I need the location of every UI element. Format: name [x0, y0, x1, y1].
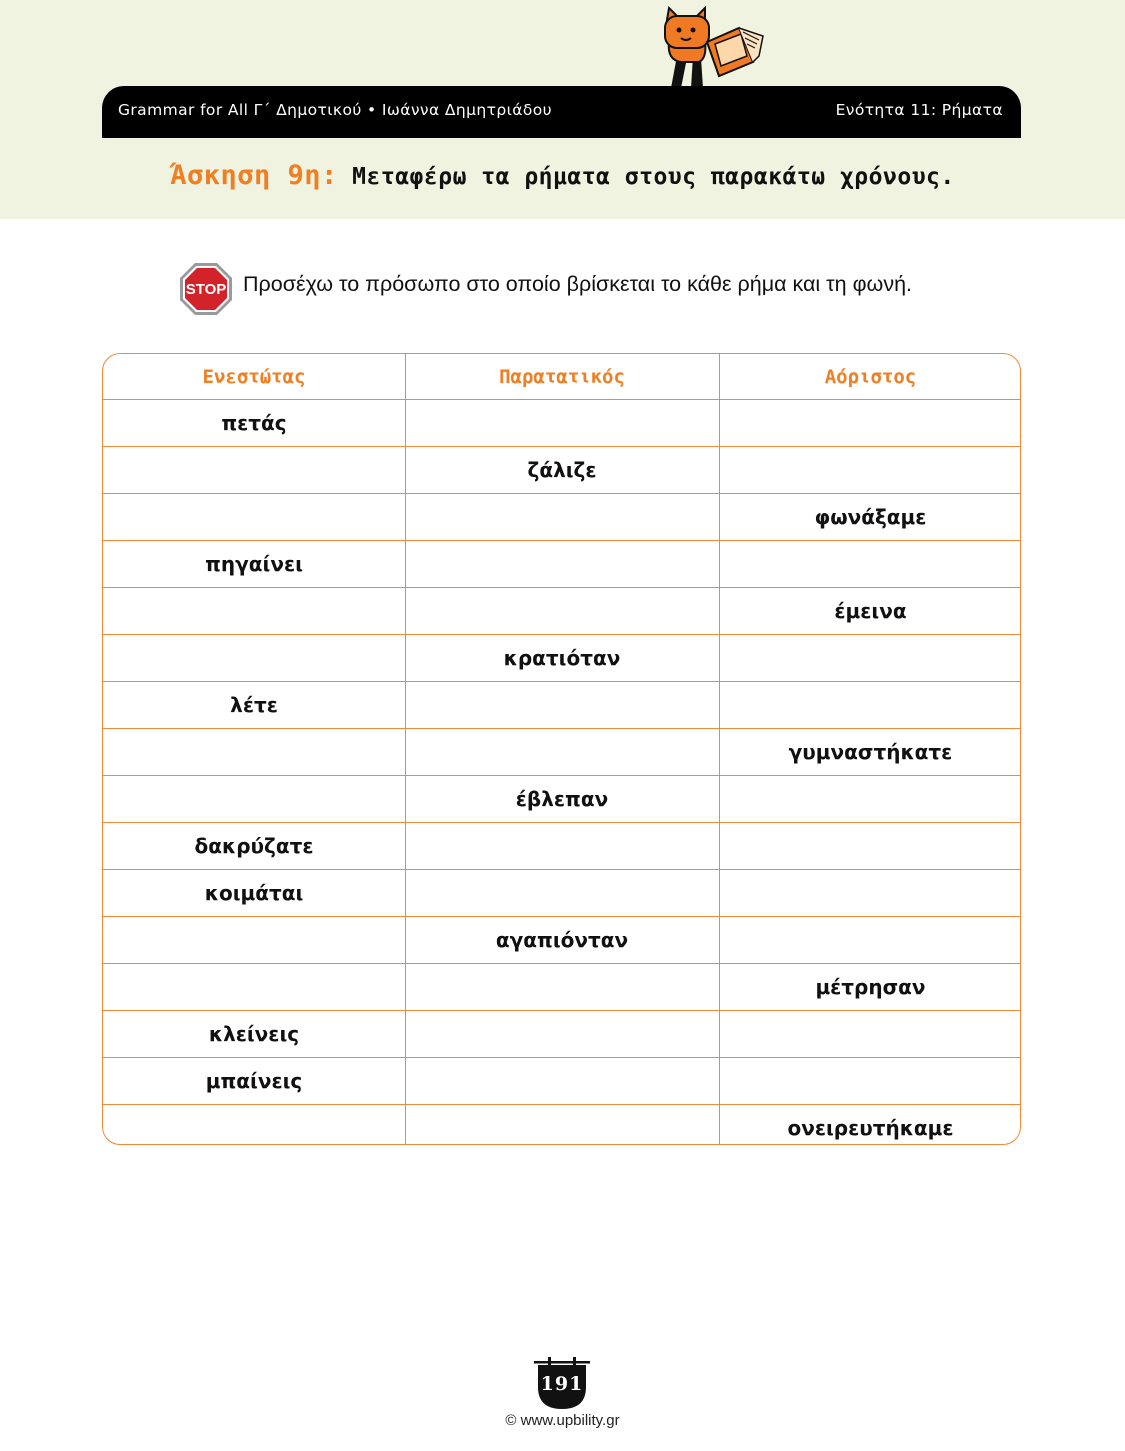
answer-cell-blank[interactable]: [719, 1057, 1021, 1104]
answer-cell-blank[interactable]: [103, 916, 405, 963]
exercise-label: Άσκηση 9η:: [170, 160, 338, 191]
answer-cell-blank[interactable]: [719, 399, 1021, 446]
answer-cell-blank[interactable]: [103, 446, 405, 493]
exercise-instruction: Μεταφέρω τα ρήματα στους παρακάτω χρόνους.: [352, 164, 955, 190]
verb-cell: κοιμάται: [204, 880, 304, 905]
answer-cell-blank[interactable]: [719, 446, 1021, 493]
verb-cell: φωνάξαμε: [814, 504, 927, 529]
answer-cell-blank[interactable]: [405, 728, 719, 775]
answer-cell-blank[interactable]: [719, 634, 1021, 681]
column-header: Αόριστος: [824, 365, 917, 388]
fox-mascot-reading-book-illustration: [655, 6, 770, 90]
verb-cell: έμεινα: [834, 598, 907, 623]
answer-cell-blank[interactable]: [405, 869, 719, 916]
header-bar: [102, 86, 1021, 138]
instruction-text: Προσέχω το πρόσωπο στο οποίο βρίσκεται το κάθε ρήμα και τη φωνή.: [243, 272, 912, 296]
verb-cell: ζάλιζε: [527, 457, 597, 482]
verb-tense-table: [102, 353, 1021, 1145]
verb-cell: γυμναστήκατε: [788, 739, 953, 764]
verb-cell: κλείνεις: [208, 1021, 300, 1046]
answer-cell-blank[interactable]: [719, 822, 1021, 869]
answer-cell-blank[interactable]: [719, 869, 1021, 916]
verb-cell: ονειρευτήκαμε: [787, 1115, 954, 1140]
stop-sign-icon: [178, 261, 234, 317]
answer-cell-blank[interactable]: [103, 587, 405, 634]
answer-cell-blank[interactable]: [103, 963, 405, 1010]
answer-cell-blank[interactable]: [405, 493, 719, 540]
stop-sign-text: STOP: [185, 281, 227, 298]
answer-cell-blank[interactable]: [405, 587, 719, 634]
answer-cell-blank[interactable]: [103, 493, 405, 540]
exercise-title: [0, 160, 1125, 191]
answer-cell-blank[interactable]: [405, 399, 719, 446]
page-number: 191: [540, 1373, 584, 1395]
answer-cell-blank[interactable]: [719, 681, 1021, 728]
column-header: Ενεστώτας: [202, 365, 306, 388]
answer-cell-blank[interactable]: [719, 916, 1021, 963]
answer-cell-blank[interactable]: [405, 1104, 719, 1145]
answer-cell-blank[interactable]: [103, 728, 405, 775]
answer-cell-blank[interactable]: [405, 1057, 719, 1104]
answer-cell-blank[interactable]: [719, 775, 1021, 822]
verb-cell: μπαίνεις: [205, 1068, 303, 1093]
answer-cell-blank[interactable]: [103, 775, 405, 822]
answer-cell-blank[interactable]: [719, 540, 1021, 587]
verb-cell: αγαπιόνταν: [495, 927, 629, 952]
book-title-author: Grammar for All Γ΄ Δημοτικού • Ιωάννα Δημητριάδου: [118, 101, 553, 119]
answer-cell-blank[interactable]: [405, 963, 719, 1010]
answer-cell-blank[interactable]: [719, 1010, 1021, 1057]
verb-cell: έβλεπαν: [515, 786, 609, 811]
answer-cell-blank[interactable]: [405, 822, 719, 869]
verb-cell: μέτρησαν: [815, 974, 926, 999]
column-header: Παρατατικός: [499, 365, 625, 388]
unit-title: Ενότητα 11: Ρήματα: [835, 101, 1003, 119]
footer-copyright-url: © www.upbility.gr: [505, 1412, 620, 1429]
verb-cell: πηγαίνει: [205, 551, 303, 576]
verb-cell: πετάς: [221, 410, 287, 435]
verb-cell: κρατιόταν: [503, 645, 621, 670]
answer-cell-blank[interactable]: [405, 681, 719, 728]
answer-cell-blank[interactable]: [405, 1010, 719, 1057]
answer-cell-blank[interactable]: [103, 634, 405, 681]
verb-cell: λέτε: [230, 692, 278, 717]
verb-cell: δακρύζατε: [194, 833, 314, 858]
answer-cell-blank[interactable]: [405, 540, 719, 587]
answer-cell-blank[interactable]: [103, 1104, 405, 1145]
